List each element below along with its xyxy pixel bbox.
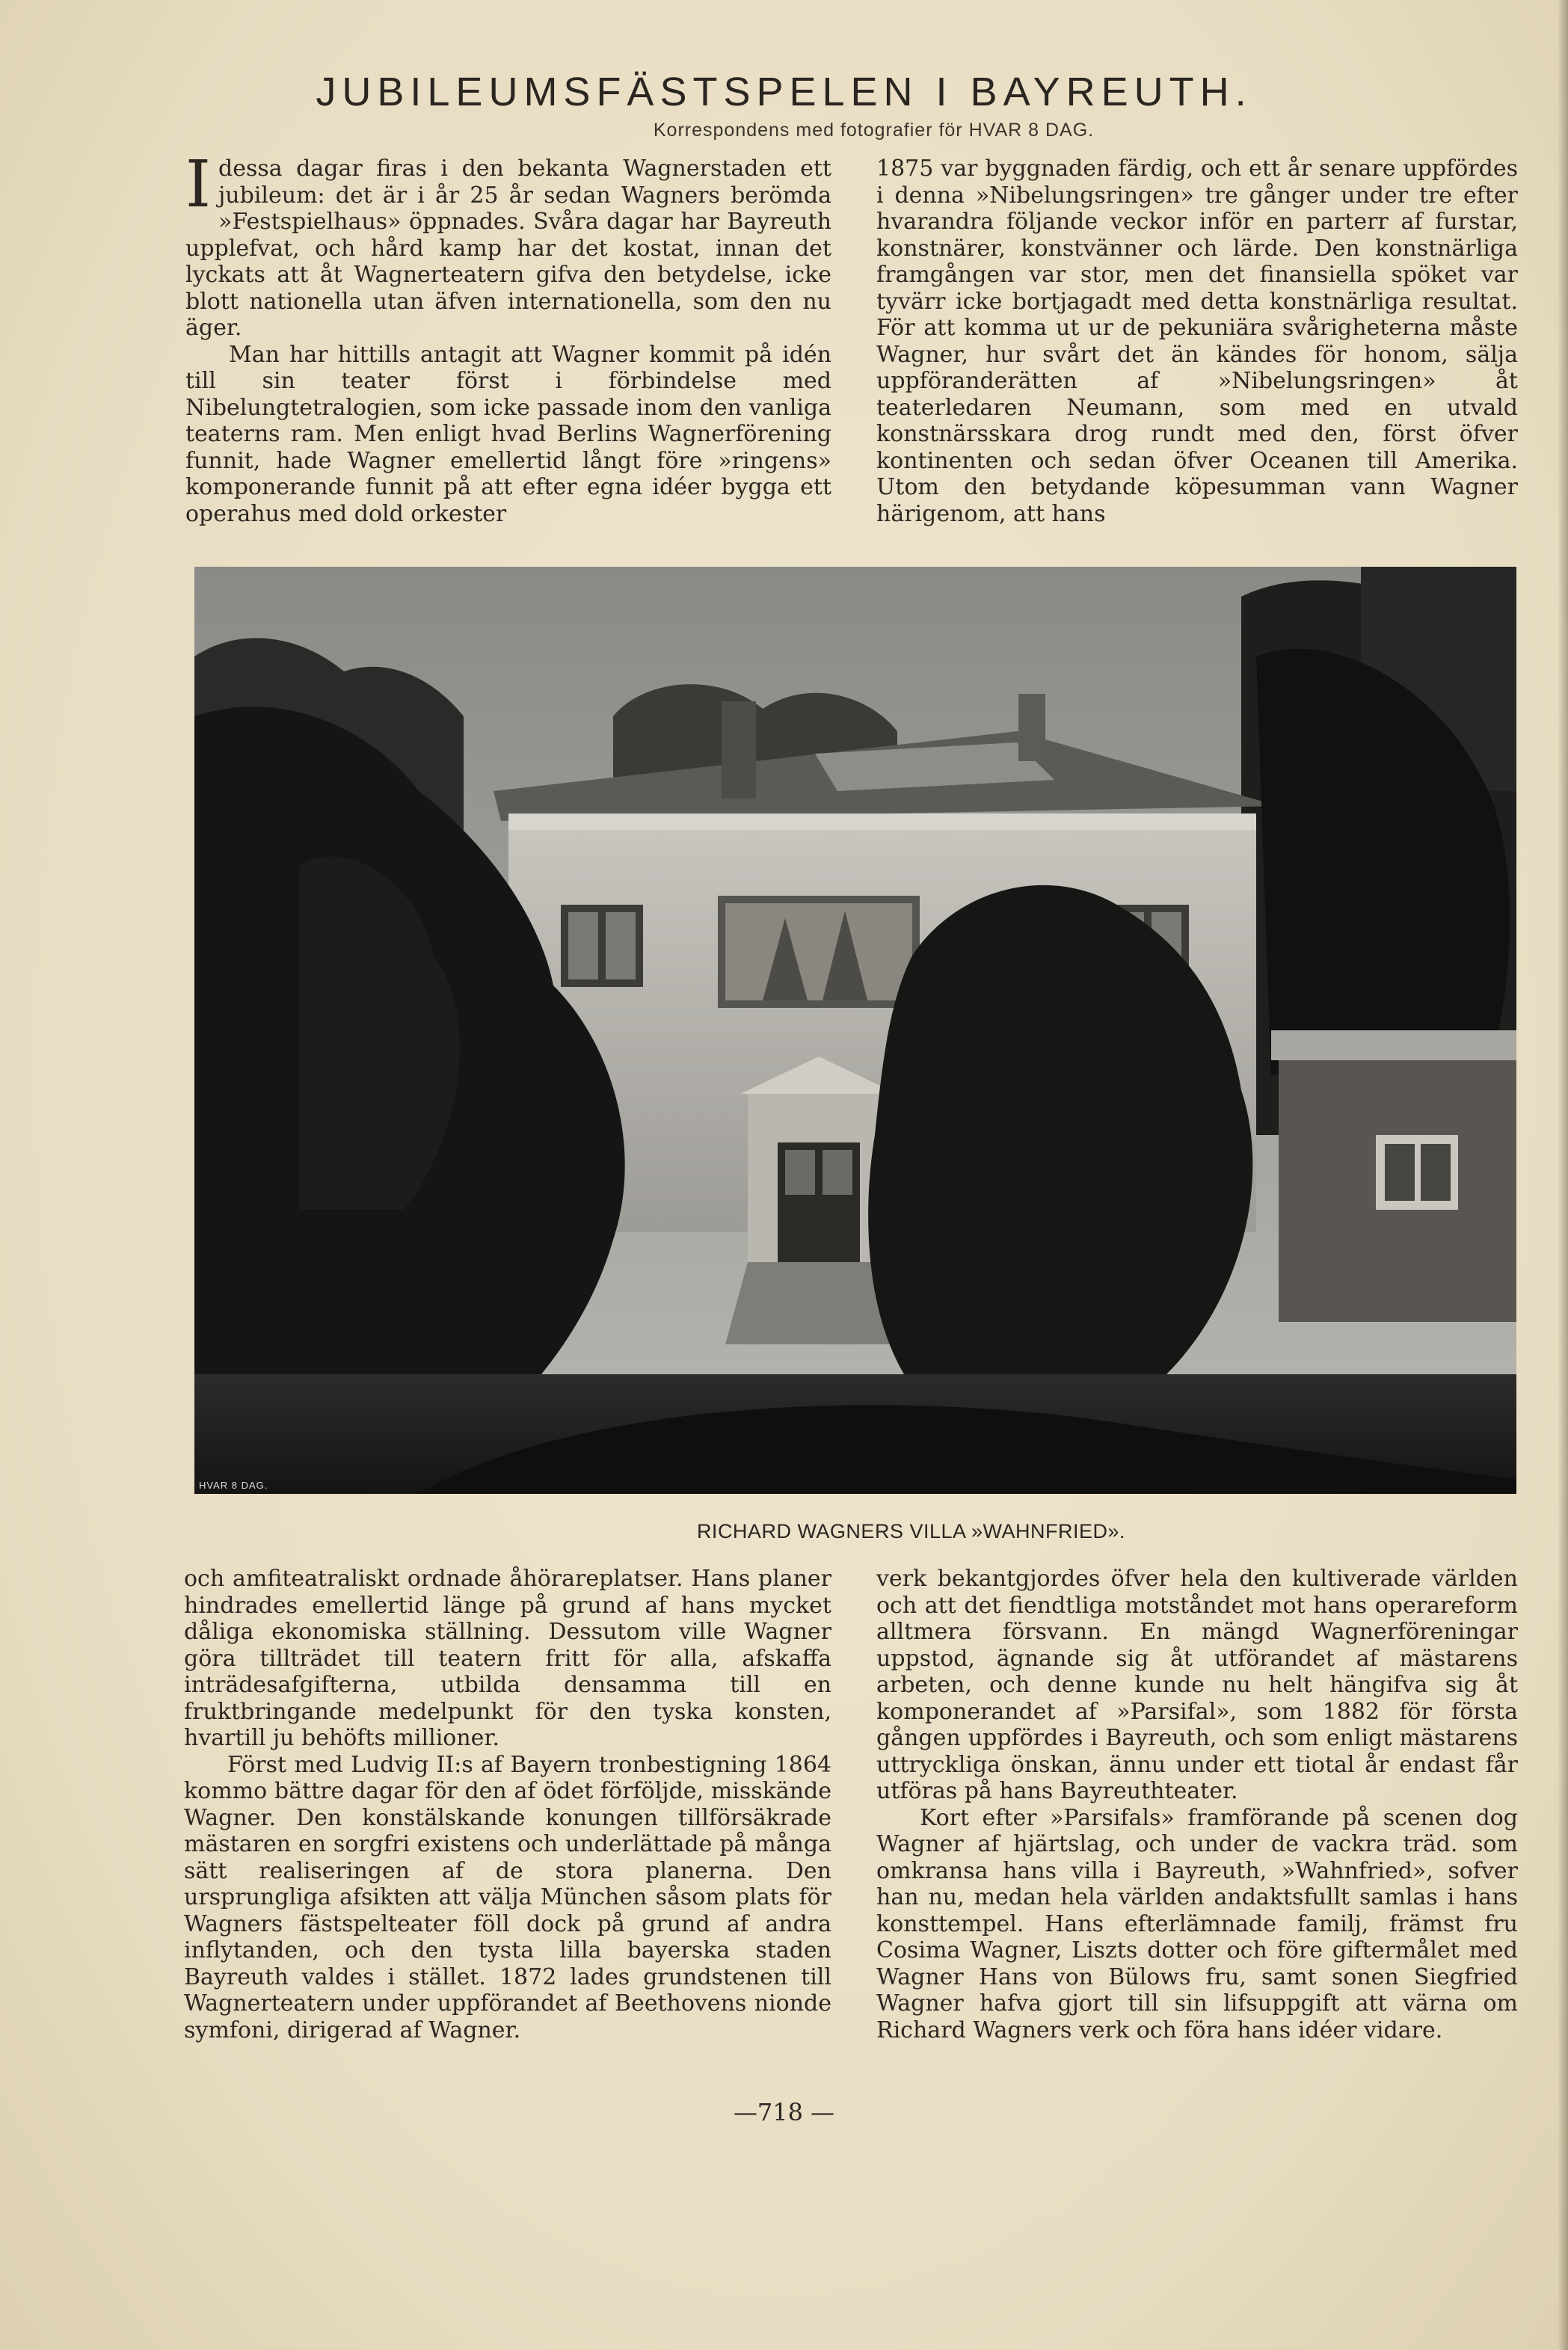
villa-photo-illustration — [194, 567, 1516, 1494]
article-title: JUBILEUMSFÄSTSPELEN I BAYREUTH. — [316, 70, 1252, 114]
paragraph — [185, 147, 831, 342]
page-edge-shadow — [1558, 0, 1568, 2350]
drop-cap: I — [185, 147, 211, 222]
paragraph: verk bekantgjordes öfver hela den kultiverade världen och att det fiendtliga motståndet mot hans operareform alltmera försvann. En mängd Wagnerföreningar uppstod, ägnande sig åt utförandet af mästarens arbeten, och denne kunde nu helt hängifva sig åt komponerandet af »Parsifal», som 1882 för första gången uppfördes i Bayreuth, och som enligt mästarens uttryckliga önskan, ännu under ett tiotal år endast får utföras på hans Bayreuthteater. — [876, 1566, 1518, 1804]
paragraph: Först med Ludvig II:s af Bayern tronbestigning 1864 kommo bättre dagar för den af ödet förföljde, misskände Wagner. Den konstälskande konungen tillförsäkrade mästaren en sorgfri existens och underlättade på många sätt realiseringen af de stora planerna. Den ursprungliga afsikten att välja München såsom plats för Wagners fästspelteater föll dock på grund af andra inflytanden, och den tysta lilla bayerska staden Bayreuth valdes i stället. 1872 lades grundstenen till Wagnerteatern under uppförandet af Beethovens nionde symfoni, dirigerad af Wagner. — [184, 1751, 831, 2043]
paragraph: och amfiteatraliskt ordnade åhörareplatser. Hans planer hindrades emellertid länge på grund af hans mycket dåliga ekonomiska ställning. Dessutom ville Wagner göra tillträdet till teatern fritt för alla, afskaffa inträdesafgifterna, utbilda densamma till en fruktbringande medelpunkt för den tyska konsten, hvartill ju behöfts millioner. — [184, 1566, 831, 1751]
text-column-4 — [876, 1566, 1518, 2043]
paragraph: 1875 var byggnaden färdig, och ett år senare uppfördes i denna »Nibelungsringen» tre gånger under tre efter hvarandra följande veckor inför en parterr af furstar, konstnärer, konstvänner och lärde. Den konstnärliga framgången var stor, men det finansiella spöket var tyvärr icke bortjagadt med detta konstnärliga resultat. För att komma ut ur de pekuniära svårigheterna måste Wagner, hur svårt det än kändes för honom, sälja uppföranderätten af »Nibelungsringen» åt teaterledaren Neumann, som med en utvald konstnärsskara drog rundt med den, först öfver kontinenten och sedan öfver Oceanen till Amerika. Utom den betydande köpesumman vann Wagner härigenom, att hans — [876, 156, 1518, 527]
photo-credit: HVAR 8 DAG. — [199, 1480, 268, 1491]
text-column-2 — [876, 156, 1518, 527]
paragraph-text: dessa dagar firas i den bekanta Wagnerstaden ett jubileum: det är i år 25 år sedan Wagners berömda »Festspielhaus» öppnades. Svåra dagar har Bayreuth upplefvat, och hård kamp har det kostat, innan det lyckats att åt Wagnerteatern gifva den betydelse, icke blott nationella utan äfven internationella, som den nu äger. — [185, 156, 831, 341]
villa-photograph — [194, 567, 1516, 1494]
text-column-3 — [184, 1566, 831, 2043]
page-number: —718 — — [733, 2098, 835, 2126]
paragraph: Kort efter »Parsifals» framförande på scenen dog Wagner af hjärtslag, och under de vackra träd. som omkransa hans villa i Bayreuth, »Wahnfried», sofver han nu, medan hela världen andaktsfullt samlas i hans konsttempel. Hans efterlämnade familj, främst fru Cosima Wagner, Liszts dotter och före giftermålet med Wagner Hans von Bülows fru, samt sonen Siegfried Wagner hafva gjort till sin lifsuppgift att värna om Richard Wagners verk och föra hans idéer vidare. — [876, 1804, 1518, 2043]
photo-caption: RICHARD WAGNERS VILLA »WAHNFRIED». — [696, 1520, 1126, 1542]
article-subtitle: Korrespondens med fotografier för HVAR 8 DAG. — [653, 120, 1095, 141]
paragraph: Man har hittills antagit att Wagner kommit på idén till sin teater först i förbindelse med Nibelungtetralogien, som icke passade inom den vanliga teaterns ram. Men enligt hvad Berlins Wagnerförening funnit, hade Wagner emellertid långt före »ringens» komponerande funnit på att efter egna idéer bygga ett operahus med dold orkester — [185, 341, 831, 527]
text-column-1 — [185, 147, 831, 527]
